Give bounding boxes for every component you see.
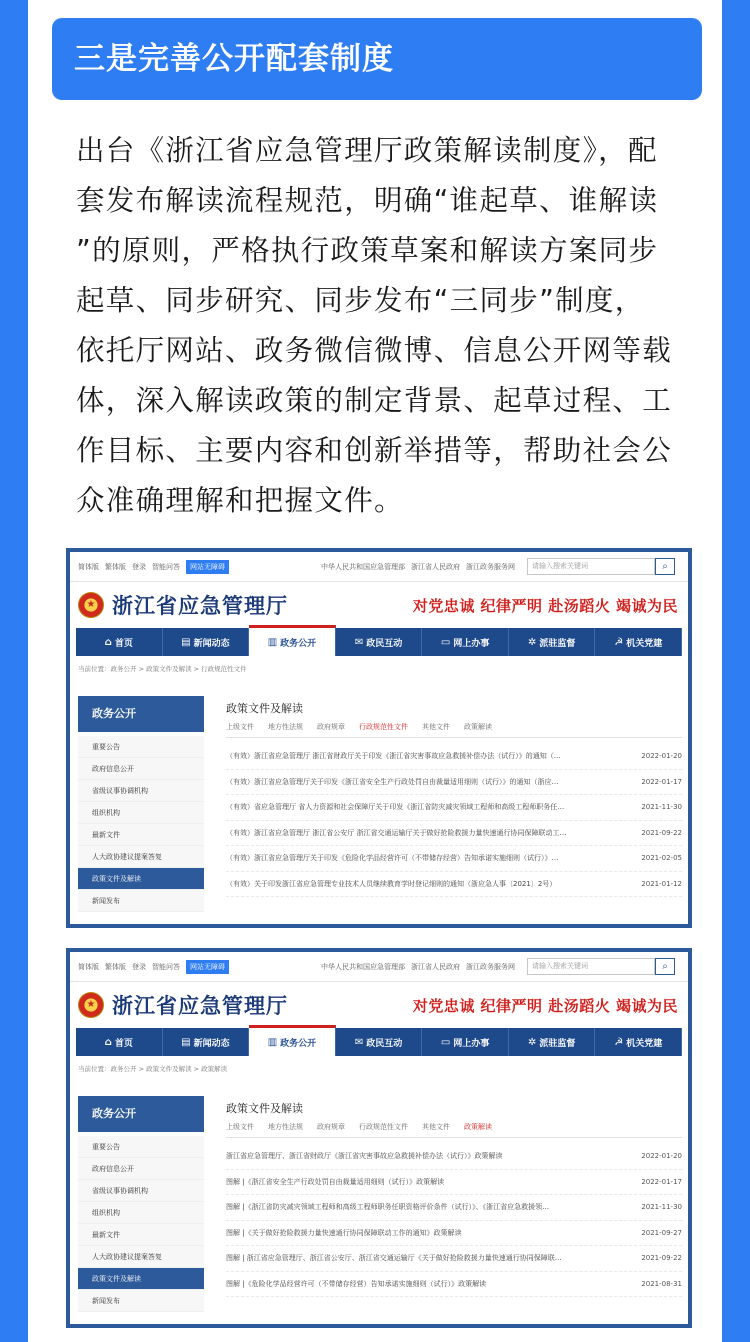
document-date: 2022-01-17 [641,777,682,786]
accessibility-button[interactable]: 网站无障碍 [186,960,229,974]
document-date: 2021-02-05 [641,854,682,863]
national-emblem-icon: ★ [78,592,104,618]
toolbar-link[interactable]: 简体版 [78,962,99,971]
accessibility-button[interactable]: 网站无障碍 [186,560,229,574]
category-tabs [226,718,682,738]
nav-icon: ▥ [267,1036,278,1048]
paragraph-line: 作目标、主要内容和创新举措等，帮助社会公 [76,434,673,467]
document-row[interactable] [226,1195,682,1221]
document-row[interactable] [226,846,682,872]
site-slogan: 对党忠诚 纪律严明 赴汤蹈火 竭诚为民 [412,997,678,1015]
document-title[interactable]: 图解 |《危险化学品经营许可（不带储存经营）告知承诺实施细则（试行）》政策解读 [226,1279,487,1288]
document-date: 2021-08-31 [641,1279,682,1288]
nav-label: 派驻监督 [539,1038,576,1049]
category-tab[interactable]: 其他文件 [422,723,450,731]
sidebar-item[interactable]: 组织机构 [78,802,204,824]
sidebar-item[interactable]: 重要公告 [78,1136,204,1158]
main-nav [76,628,682,656]
sidebar-item[interactable]: 政府信息公开 [78,1158,204,1180]
document-row[interactable] [226,821,682,847]
external-link[interactable]: 浙江省人民政府 [411,562,460,571]
search-input[interactable]: 请输入搜索关键词 [527,958,655,975]
site-header [70,982,688,1028]
website-screenshot-1 [66,548,692,928]
paragraph-line: 出台《浙江省应急管理厅政策解读制度》，配 [76,134,658,167]
national-emblem-icon: ★ [78,992,104,1018]
main-panel [204,1096,688,1312]
nav-item[interactable] [249,625,336,656]
category-tab[interactable]: 政策解读 [464,1123,492,1131]
nav-icon: ▥ [267,636,278,648]
nav-icon: ✉ [354,1036,364,1048]
top-toolbar [70,552,688,582]
sidebar-item[interactable]: 省级议事协调机构 [78,1180,204,1202]
external-link[interactable]: 浙江政务服务网 [466,562,515,571]
site-title: 浙江省应急管理厅 [112,994,288,1018]
paragraph-line: 众准确理解和把握文件。 [76,484,404,517]
category-tab[interactable]: 地方性法规 [268,723,303,731]
toolbar-link[interactable]: 智能问答 [152,962,180,971]
sidebar-item[interactable]: 最新文件 [78,1224,204,1246]
sidebar [78,1096,204,1312]
document-row[interactable] [226,795,682,821]
nav-item[interactable] [509,1028,596,1056]
sidebar-item[interactable]: 新闻发布 [78,1290,204,1312]
nav-item[interactable] [422,1028,509,1056]
document-row[interactable] [226,1246,682,1272]
nav-icon: ✲ [527,1036,537,1048]
document-title[interactable]: （有效）浙江省应急管理厅关于印发《浙江省安全生产行政处罚自由裁量适用细则（试行）》的通知（浙应… [226,777,559,786]
document-date: 2021-01-12 [641,879,682,888]
category-tab[interactable]: 上级文件 [226,723,254,731]
nav-icon: ✲ [527,636,537,648]
toolbar-link[interactable]: 智能问答 [152,562,180,571]
document-list [226,744,682,897]
document-title[interactable]: （有效）浙江省应急管理厅 浙江省财政厅关于印发《浙江省灾害事故应急救援补偿办法（试行）》的通知（… [226,752,561,761]
external-link[interactable]: 中华人民共和国应急管理部 [321,962,405,971]
panel-title: 政策文件及解读 [226,1102,303,1115]
nav-item[interactable] [595,1028,682,1056]
nav-label: 机关党建 [626,638,663,649]
nav-label: 政务公开 [280,1038,317,1049]
document-list [226,1144,682,1297]
nav-item[interactable] [249,1025,336,1056]
document-title[interactable]: 图解 |《浙江省安全生产行政处罚自由裁量适用细则（试行）》政策解读 [226,1177,445,1186]
nav-icon: ⌂ [104,636,112,648]
document-title[interactable]: （有效）省应急管理厅 省人力资源和社会保障厅关于印发《浙江省防灾减灾领域工程师和高级工程师职务任… [226,803,565,812]
document-title[interactable]: 图解 | 浙江省应急管理厅、浙江省公安厅、浙江省交通运输厅《关于做好抢险救援力量快速通行协同保障联… [226,1254,562,1263]
document-date: 2021-11-30 [641,1203,682,1212]
nav-label: 政务公开 [280,638,317,649]
right-edge-stripe [722,0,750,1342]
search-icon[interactable]: ⌕ [655,958,675,975]
sidebar-item[interactable]: 最新文件 [78,824,204,846]
section-heading: 三是完善公开配套制度 [52,18,702,100]
nav-label: 首页 [114,1038,133,1049]
nav-icon: ☭ [614,1036,624,1048]
nav-item[interactable] [336,628,423,656]
document-title[interactable]: （有效）关于印发浙江省应急管理专业技术人员继续教育学时登记细则的通知（浙应急人事〔2021〕2号） [226,879,557,888]
toolbar-external-links [321,962,521,972]
external-link[interactable]: 浙江省人民政府 [411,962,460,971]
nav-label: 机关党建 [626,1038,663,1049]
sidebar-title: 政务公开 [78,1096,204,1132]
nav-item[interactable] [509,628,596,656]
paragraph-line: 依托厅网站、政务微信微博、信息公开网等载 [76,334,673,367]
nav-item[interactable] [595,628,682,656]
sidebar-item[interactable]: 政策文件及解读 [78,1268,204,1290]
site-slogan: 对党忠诚 纪律严明 赴汤蹈火 竭诚为民 [412,597,678,615]
category-tabs [226,1118,682,1138]
sidebar-item[interactable]: 人大政协建议提案答复 [78,1246,204,1268]
paragraph-line: 体，深入解读政策的制定背景、起草过程、工 [76,384,673,417]
category-tab[interactable]: 行政规范性文件 [359,723,408,731]
breadcrumb: 当前位置：政务公开 > 政策文件及解读 > 行政规范性文件 [78,665,247,673]
website-screenshot-2 [66,948,692,1328]
document-title[interactable]: （有效）浙江省应急管理厅关于印发《危险化学品经营许可（不带储存经营）告知承诺实施细则（试行）》… [226,854,559,863]
nav-label: 首页 [114,638,133,649]
category-tab[interactable]: 地方性法规 [268,1123,303,1131]
sidebar [78,696,204,912]
nav-icon: ✉ [354,636,364,648]
nav-label: 派驻监督 [539,638,576,649]
nav-item[interactable] [336,1028,423,1056]
main-panel [204,696,688,912]
nav-icon: ▤ [181,636,191,648]
toolbar-link[interactable]: 繁体版 [105,562,126,571]
nav-label: 政民互动 [366,638,403,649]
nav-label: 网上办事 [453,1038,490,1049]
category-tab[interactable]: 其他文件 [422,1123,450,1131]
document-title[interactable]: 浙江省应急管理厅、浙江省财政厅《浙江省灾害事故应急救援补偿办法（试行）》政策解读 [226,1152,503,1161]
document-row[interactable] [226,1272,682,1298]
document-row[interactable] [226,1144,682,1170]
category-tab[interactable]: 行政规范性文件 [359,1123,408,1131]
document-row[interactable] [226,744,682,770]
toolbar-link[interactable]: 简体版 [78,562,99,571]
toolbar-link[interactable]: 登录 [132,562,146,571]
category-tab[interactable]: 政府规章 [317,723,345,731]
sidebar-item[interactable]: 人大政协建议提案答复 [78,846,204,868]
nav-label: 政民互动 [366,1038,403,1049]
breadcrumb: 当前位置：政务公开 > 政策文件及解读 > 政策解读 [78,1065,228,1073]
nav-label: 新闻动态 [193,1038,230,1049]
category-tab[interactable]: 政策解读 [464,723,492,731]
nav-icon: ▭ [440,1036,451,1048]
content-area [70,696,688,912]
document-row[interactable] [226,872,682,898]
nav-icon: ☭ [614,636,624,648]
sidebar-item[interactable]: 政府信息公开 [78,758,204,780]
panel-title: 政策文件及解读 [226,702,303,715]
sidebar-item[interactable]: 重要公告 [78,736,204,758]
paragraph-line: 起草、同步研究、同步发布“三同步”制度， [76,284,645,317]
nav-icon: ▭ [440,636,451,648]
toolbar-link[interactable]: 繁体版 [105,962,126,971]
document-row[interactable] [226,1170,682,1196]
search-icon[interactable]: ⌕ [655,558,675,575]
document-date: 2021-09-22 [641,828,682,837]
main-nav [76,1028,682,1056]
document-title[interactable]: 图解 |《关于做好抢险救援力量快速通行协同保障联动工作的通知》政策解读 [226,1228,462,1237]
top-toolbar [70,952,688,982]
nav-label: 新闻动态 [193,638,230,649]
nav-icon: ⌂ [104,1036,112,1048]
document-date: 2021-09-22 [641,1254,682,1263]
nav-icon: ▤ [181,1036,191,1048]
external-link[interactable]: 中华人民共和国应急管理部 [321,562,405,571]
document-date: 2022-01-17 [641,1177,682,1186]
toolbar-external-links [321,562,521,572]
sidebar-item[interactable]: 政策文件及解读 [78,868,204,890]
document-date: 2022-01-20 [641,1152,682,1161]
nav-item[interactable] [163,1028,250,1056]
document-date: 2021-09-27 [641,1228,682,1237]
category-tab[interactable]: 上级文件 [226,1123,254,1131]
nav-item[interactable] [163,628,250,656]
document-date: 2022-01-20 [641,752,682,761]
content-area [70,1096,688,1312]
body-paragraph [76,126,676,526]
document-row[interactable] [226,1221,682,1247]
left-edge-stripe [0,0,28,1342]
sidebar-item[interactable]: 省级议事协调机构 [78,780,204,802]
sidebar-item[interactable]: 组织机构 [78,1202,204,1224]
site-title: 浙江省应急管理厅 [112,594,288,618]
nav-label: 网上办事 [453,638,490,649]
sidebar-item[interactable]: 新闻发布 [78,890,204,912]
category-tab[interactable]: 政府规章 [317,1123,345,1131]
document-date: 2021-11-30 [641,803,682,812]
document-title[interactable]: （有效）浙江省应急管理厅 浙江省公安厅 浙江省交通运输厅关于做好抢险救援力量快速通行协同保障联动工… [226,828,567,837]
site-header [70,582,688,628]
document-title[interactable]: 图解 |《浙江省防灾减灾领域工程师和高级工程师职务任职资格评价条件（试行）》、《浙江省应急救援领… [226,1203,550,1212]
paragraph-line: ”的原则，严格执行政策草案和解读方案同步 [76,234,659,267]
search-input[interactable]: 请输入搜索关键词 [527,558,655,575]
toolbar-link[interactable]: 登录 [132,962,146,971]
external-link[interactable]: 浙江政务服务网 [466,962,515,971]
paragraph-line: 套发布解读流程规范，明确“谁起草、谁解读 [76,184,659,217]
sidebar-title: 政务公开 [78,696,204,732]
nav-item[interactable] [76,1028,163,1056]
nav-item[interactable] [76,628,163,656]
document-row[interactable] [226,770,682,796]
nav-item[interactable] [422,628,509,656]
